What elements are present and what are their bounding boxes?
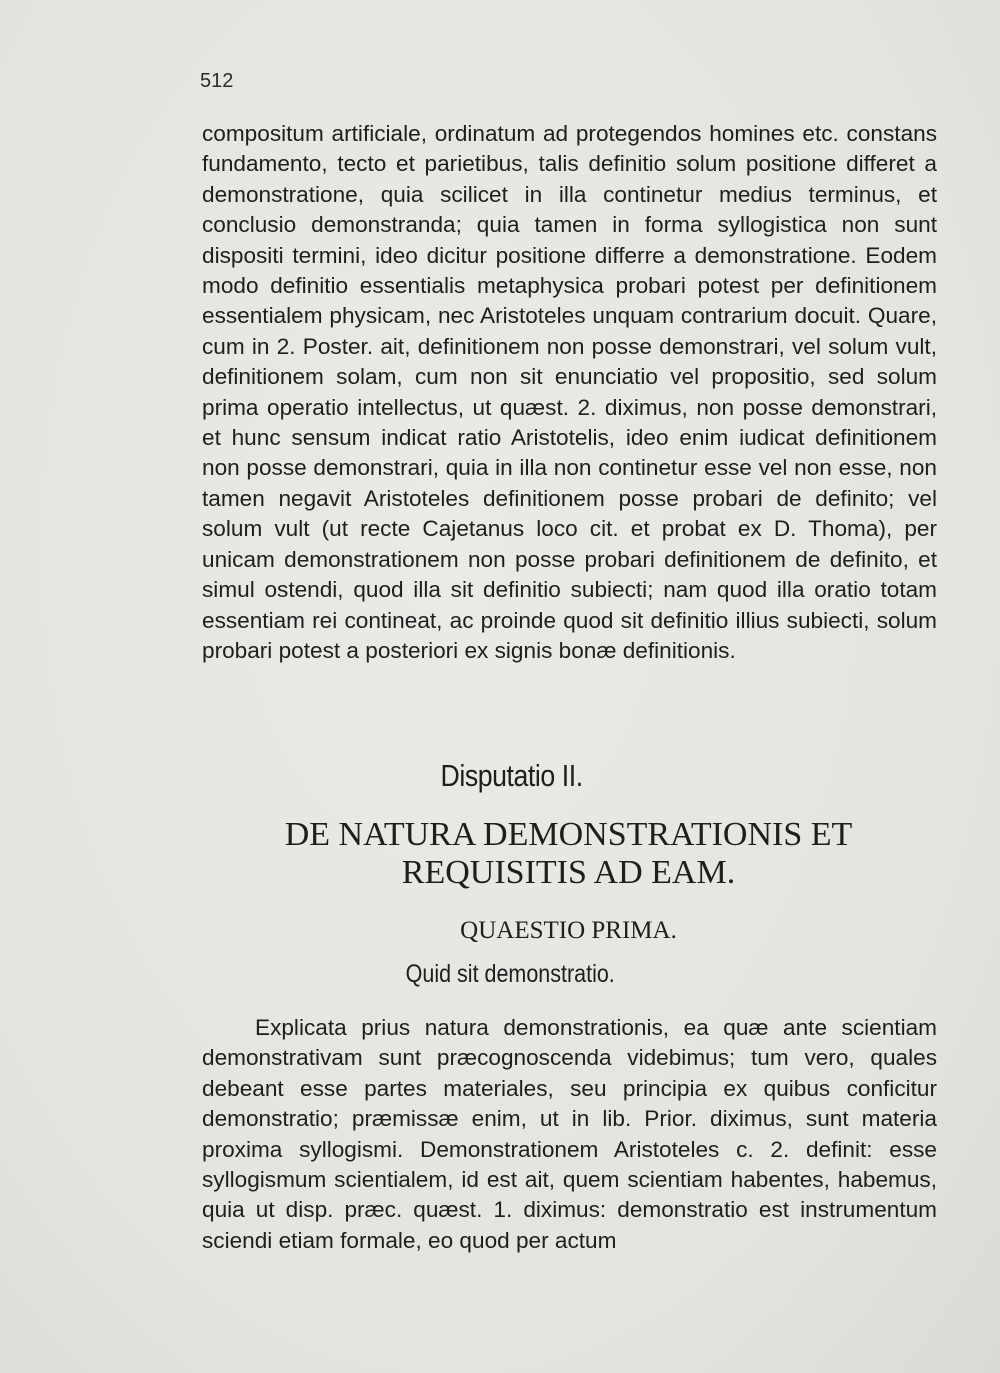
page-number: 512 [200,70,234,92]
quaestio-subtitle: Quid sit demonstratio. [405,960,615,988]
quaestio-title: QUAESTIO PRIMA. [460,917,677,944]
disputatio-title: Disputatio II. [440,758,583,793]
paragraph-continuation [202,119,937,666]
section-heading-line-1: DE NATURA DEMONSTRATIONIS ET [284,816,853,853]
paragraph-opening [202,1013,937,1256]
section-heading-line-2: REQUISITIS AD EAM. [401,854,736,891]
body-paragraph: Explicata prius natura demonstrationis, ea quæ ante scientiam demonstrativam sunt præcognoscenda videbimus; tum vero, quales debeant esse partes materiales, seu principia ex quibus conficitur demonstratio; præmissæ enim, ut in lib. Prior. diximus, sunt materia proxima syllogismi. Demonstrationem Aristoteles c. 2. definit: esse syllogismum scientialem, id est ait, quem scientiam habentes, habemus, quia ut disp. præc. quæst. 1. diximus: demonstratio est instrumentum sciendi etiam formale, eo quod per actum [202,1015,937,1253]
body-paragraph: compositum artificiale, ordinatum ad protegendos homines etc. constans fundamento, tecto et parietibus, talis definitio solum positione differet a demonstratione, quia scilicet in illa continetur medius terminus, et conclusio demonstranda; quia tamen in forma syllogistica non sunt dispositi termini, ideo dicitur positione differre a demonstratione. Eodem modo definitio essentialis metaphysica probari potest per definitionem essentialem physicam, nec Aristoteles unquam contrarium docuit. Quare, cum in 2. Poster. ait, definitionem non posse demonstrari, vel solum vult, definitionem solam, cum non sit enunciatio vel propositio, sed solum prima operatio intellectus, ut quæst. 2. diximus, non posse demonstrari, et hunc sensum indicat ratio Aristotelis, ideo enim iudicat definitionem non posse demonstrari, quia in illa non continetur esse vel non esse, non tamen negavit Aristoteles definitionem posse probari de definito; vel solum vult (ut recte Cajetanus loco cit. et probat ex D. Thoma), per unicam demonstrationem non posse probari definitionem de definito, et simul ostendi, quod illa sit definitio subiecti; nam quod illa oratio totam essentiam rei contineat, ac proinde quod sit definitio illius subiecti, solum probari potest a posteriori ex signis bonæ definitionis. [202,121,937,663]
